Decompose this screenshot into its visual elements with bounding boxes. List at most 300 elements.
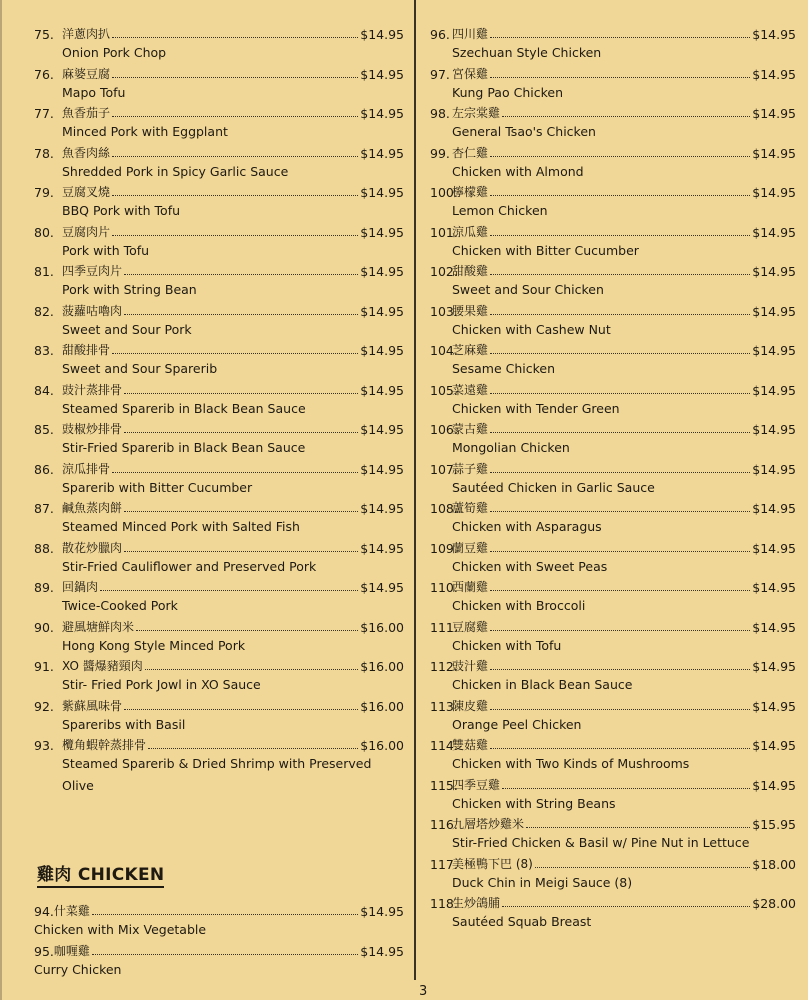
item-price: $14.95 — [360, 264, 404, 279]
item-english-name: General Tsao's Chicken — [452, 124, 596, 139]
menu-item-line — [430, 655, 796, 674]
item-price: $14.95 — [360, 382, 404, 398]
dotted-leader — [124, 709, 358, 710]
dotted-leader — [490, 748, 750, 749]
item-english-name: Chicken with Bitter Cucumber — [452, 242, 639, 258]
menu-item-line — [430, 339, 796, 358]
item-price: $14.95 — [752, 461, 796, 477]
menu-item — [34, 734, 404, 793]
item-number: 79. — [34, 185, 54, 200]
dotted-leader — [526, 827, 750, 828]
item-number: 114. — [430, 738, 458, 753]
item-chinese-name: 西蘭雞 — [452, 580, 489, 594]
item-english-name: Sparerib with Bitter Cucumber — [62, 479, 253, 495]
menu-item-line — [430, 181, 796, 200]
item-price: $14.95 — [752, 145, 796, 161]
item-chinese-name: 涼瓜排骨 — [62, 461, 111, 476]
item-number: 75. — [34, 27, 54, 42]
item-number: 90. — [34, 619, 54, 635]
dotted-leader — [112, 116, 358, 117]
menu-item-line — [34, 900, 404, 919]
item-number: 100. — [430, 185, 458, 200]
menu-item — [430, 458, 796, 498]
item-price: $16.00 — [360, 619, 404, 635]
item-chinese-name: 魚香茄子 — [62, 106, 111, 120]
menu-item — [430, 102, 796, 142]
item-chinese-name: 甜酸排骨 — [62, 343, 111, 357]
item-english-name: Mongolian Chicken — [452, 440, 570, 455]
item-chinese-name: 豆腐雞 — [452, 619, 489, 634]
menu-item-line — [430, 379, 796, 398]
menu-item-line — [34, 458, 404, 477]
item-price: $14.95 — [360, 422, 404, 437]
menu-item — [34, 576, 404, 616]
item-number: 113. — [430, 698, 458, 714]
menu-item-line — [34, 221, 404, 240]
menu-item-line — [430, 23, 796, 42]
menu-item — [34, 497, 404, 537]
item-price: $14.95 — [360, 343, 404, 358]
menu-item-line — [430, 260, 796, 279]
item-chinese-name: 豆腐叉燒 — [62, 185, 111, 199]
menu-item-line — [430, 734, 796, 753]
item-english-name: Stir-Fried Chicken & Basil w/ Pine Nut in Lettuce — [452, 835, 750, 850]
item-chinese-name: 美極鴨下巴 (8) — [452, 856, 533, 871]
page-number: 3 — [419, 984, 428, 999]
item-chinese-name: 豉汁蒸排骨 — [62, 382, 123, 397]
menu-item — [34, 695, 404, 735]
item-price: $14.95 — [752, 303, 796, 319]
menu-column-right — [430, 23, 796, 932]
dotted-leader — [490, 669, 750, 670]
item-english-name: Minced Pork with Eggplant — [62, 124, 228, 139]
item-chinese-name: 避風塘鮮肉米 — [62, 619, 135, 634]
menu-item — [34, 379, 404, 419]
item-price: $14.95 — [752, 501, 796, 516]
dotted-leader — [92, 954, 358, 955]
item-number: 118. — [430, 896, 458, 911]
item-chinese-name: 甜酸雞 — [452, 264, 489, 278]
item-number: 91. — [34, 659, 54, 674]
item-number: 77. — [34, 106, 54, 121]
menu-item-line — [34, 260, 404, 279]
item-chinese-name: 回鍋肉 — [62, 580, 99, 594]
menu-item-line — [34, 734, 404, 753]
item-chinese-name: 生炒鴿脯 — [452, 896, 501, 910]
item-number: 95. — [34, 943, 54, 959]
item-english-name: Stir-Fried Sparerib in Black Bean Sauce — [62, 440, 306, 455]
item-english-name: Steamed Sparerib in Black Bean Sauce — [62, 400, 306, 416]
dotted-leader — [148, 748, 358, 749]
item-english-name: Pork with Tofu — [62, 242, 150, 258]
menu-item-line — [430, 458, 796, 477]
item-number: 89. — [34, 580, 54, 595]
page-edge — [0, 0, 2, 1000]
item-number: 109. — [430, 540, 458, 556]
dotted-leader — [92, 914, 358, 915]
item-price: $14.95 — [752, 619, 796, 635]
menu-item-line — [34, 142, 404, 161]
dotted-leader — [502, 116, 750, 117]
menu-item — [430, 63, 796, 103]
menu-item-line — [34, 102, 404, 121]
item-chinese-name: 鹹魚蒸肉餅 — [62, 501, 123, 515]
item-number: 116. — [430, 817, 458, 832]
item-number: 86. — [34, 461, 54, 477]
item-number: 78. — [34, 145, 54, 161]
item-english-name: Chicken with Cashew Nut — [452, 321, 611, 337]
dotted-leader — [490, 472, 750, 473]
dotted-leader — [112, 353, 358, 354]
menu-item — [34, 181, 404, 221]
item-english-name: Sweet and Sour Chicken — [452, 282, 604, 297]
item-english-name: Sesame Chicken — [452, 361, 556, 376]
item-english-name: Sautéed Squab Breast — [452, 914, 592, 929]
item-english-name: Lemon Chicken — [452, 203, 548, 218]
menu-item — [430, 142, 796, 182]
dotted-leader — [490, 195, 750, 196]
menu-item-line — [34, 181, 404, 200]
dotted-leader — [100, 590, 358, 591]
menu-item — [34, 23, 404, 63]
item-english-name: Stir-Fried Cauliflower and Preserved Pork — [62, 558, 317, 574]
item-price: $14.95 — [360, 580, 404, 595]
item-price: $14.95 — [360, 185, 404, 200]
menu-item — [430, 576, 796, 616]
menu-item — [430, 300, 796, 340]
item-number: 82. — [34, 303, 54, 319]
menu-item-line — [34, 655, 404, 674]
item-number: 103. — [430, 303, 458, 319]
menu-item — [34, 260, 404, 300]
section-heading-chicken: 雞肉 CHICKEN — [37, 860, 164, 888]
item-price: $14.95 — [752, 343, 796, 358]
item-chinese-name: 豉椒炒排骨 — [62, 422, 123, 436]
item-chinese-name: 蘭豆雞 — [452, 540, 489, 555]
menu-item — [430, 23, 796, 63]
item-number: 107. — [430, 461, 458, 477]
menu-item — [34, 300, 404, 340]
menu-item-line — [34, 300, 404, 319]
item-price: $14.95 — [752, 698, 796, 714]
item-number: 93. — [34, 738, 54, 753]
menu-item — [34, 63, 404, 103]
dotted-leader — [490, 77, 750, 78]
item-chinese-name: 散花炒臘肉 — [62, 540, 123, 555]
menu-item — [430, 774, 796, 814]
item-price: $28.00 — [752, 896, 796, 911]
item-number: 92. — [34, 698, 54, 714]
dotted-leader — [490, 630, 750, 631]
menu-column-left-chicken — [34, 900, 404, 979]
item-english-name: Mapo Tofu — [62, 84, 126, 100]
menu-item — [34, 616, 404, 656]
menu-item-line — [34, 418, 404, 437]
dotted-leader — [124, 551, 358, 552]
item-chinese-name: 豆腐肉片 — [62, 224, 111, 239]
dotted-leader — [490, 314, 750, 315]
item-english-name: Shredded Pork in Spicy Garlic Sauce — [62, 163, 289, 179]
dotted-leader — [490, 709, 750, 710]
item-number: 76. — [34, 66, 54, 82]
item-english-name: Hong Kong Style Minced Pork — [62, 637, 246, 653]
item-number: 102. — [430, 264, 458, 279]
item-chinese-name: XO 醬爆豬頸肉 — [62, 659, 143, 673]
item-number: 94. — [34, 904, 54, 919]
item-price: $14.95 — [752, 224, 796, 240]
menu-item-line — [430, 63, 796, 82]
menu-item — [34, 655, 404, 695]
menu-item — [430, 418, 796, 458]
item-english-name: Chicken with Asparagus — [452, 519, 602, 534]
dotted-leader — [112, 37, 358, 38]
item-chinese-name: 紫蘇風味骨 — [62, 698, 123, 713]
menu-item — [34, 900, 404, 940]
item-chinese-name: 蒜子雞 — [452, 461, 489, 476]
menu-item-line — [34, 63, 404, 82]
item-number: 85. — [34, 422, 54, 437]
item-number: 108. — [430, 501, 458, 516]
item-number: 115. — [430, 777, 458, 793]
item-chinese-name: 九層塔炒雞米 — [452, 817, 525, 831]
dotted-leader — [502, 906, 750, 907]
menu-item-line — [34, 339, 404, 358]
menu-item — [430, 734, 796, 774]
menu-item — [34, 142, 404, 182]
menu-item-line — [430, 300, 796, 319]
menu-item-line — [430, 576, 796, 595]
menu-item — [34, 458, 404, 498]
item-number: 97. — [430, 66, 450, 82]
item-price: $16.00 — [360, 659, 404, 674]
item-price: $14.95 — [360, 303, 404, 319]
dotted-leader — [145, 669, 359, 670]
item-english-name: Chicken with String Beans — [452, 795, 616, 811]
item-english-name: Chicken with Broccoli — [452, 598, 586, 613]
item-chinese-name: 陳皮雞 — [452, 698, 489, 713]
item-english-name: Chicken with Tofu — [452, 637, 562, 653]
item-price: $14.95 — [360, 66, 404, 82]
item-chinese-name: 杏仁雞 — [452, 145, 489, 160]
dotted-leader — [124, 314, 358, 315]
menu-item-line — [430, 537, 796, 556]
menu-item-line — [34, 940, 404, 959]
item-english-name: Sweet and Sour Sparerib — [62, 361, 218, 376]
menu-item — [430, 339, 796, 379]
item-price: $14.95 — [752, 659, 796, 674]
menu-item-line — [430, 221, 796, 240]
item-number: 83. — [34, 343, 54, 358]
dotted-leader — [490, 393, 750, 394]
item-price: $14.95 — [752, 185, 796, 200]
dotted-leader — [112, 472, 358, 473]
item-chinese-name: 咖喱雞 — [53, 943, 90, 958]
item-chinese-name: 雙菇雞 — [452, 738, 489, 752]
item-price: $14.95 — [752, 422, 796, 437]
column-divider — [414, 0, 416, 980]
dotted-leader — [112, 235, 358, 236]
menu-item-line — [430, 892, 796, 911]
item-price: $18.00 — [752, 856, 796, 872]
item-price: $14.95 — [752, 106, 796, 121]
menu-item — [430, 655, 796, 695]
item-price: $14.95 — [752, 777, 796, 793]
item-price: $14.95 — [752, 66, 796, 82]
item-english-name: Onion Pork Chop — [62, 45, 167, 60]
item-price: $14.95 — [752, 540, 796, 556]
dotted-leader — [124, 274, 358, 275]
item-chinese-name: 洋蔥肉扒 — [62, 27, 111, 41]
dotted-leader — [502, 788, 750, 789]
menu-item-line — [430, 497, 796, 516]
item-number: 110. — [430, 580, 458, 595]
menu-item — [34, 418, 404, 458]
item-chinese-name: 腰果雞 — [452, 303, 489, 318]
item-english-name: Pork with String Bean — [62, 282, 197, 297]
item-number: 96. — [430, 27, 450, 42]
menu-item-line — [34, 497, 404, 516]
item-price: $14.95 — [360, 27, 404, 42]
item-english-name: Chicken with Mix Vegetable — [34, 922, 207, 937]
dotted-leader — [112, 195, 358, 196]
menu-item — [430, 695, 796, 735]
item-price: $14.95 — [360, 943, 404, 959]
item-chinese-name: 蒙古雞 — [452, 422, 489, 436]
dotted-leader — [112, 156, 358, 157]
dotted-leader — [112, 77, 358, 78]
menu-item — [430, 379, 796, 419]
item-english-name: Chicken with Tender Green — [452, 400, 620, 416]
dotted-leader — [124, 432, 358, 433]
menu-item — [430, 537, 796, 577]
item-english-name: Curry Chicken — [34, 961, 122, 977]
dotted-leader — [490, 274, 750, 275]
item-number: 84. — [34, 382, 54, 398]
menu-item-line — [430, 853, 796, 872]
menu-item-line — [34, 379, 404, 398]
menu-item-line — [430, 418, 796, 437]
item-english-name: Chicken with Almond — [452, 163, 584, 179]
menu-item — [430, 616, 796, 656]
item-price: $14.95 — [360, 904, 404, 919]
item-number: 87. — [34, 501, 54, 516]
menu-item-line — [34, 537, 404, 556]
item-english-name: Kung Pao Chicken — [452, 84, 563, 100]
item-chinese-name: 欖角蝦幹蒸排骨 — [62, 738, 147, 752]
item-chinese-name: 魚香肉絲 — [62, 145, 111, 160]
dotted-leader — [490, 156, 750, 157]
item-number: 112. — [430, 659, 458, 674]
item-chinese-name: 宮保雞 — [452, 66, 489, 81]
menu-item — [430, 813, 796, 853]
item-english-name: Steamed Minced Pork with Salted Fish — [62, 519, 300, 534]
menu-item — [34, 940, 404, 980]
item-english-name: Stir- Fried Pork Jowl in XO Sauce — [62, 677, 261, 692]
menu-item — [430, 892, 796, 932]
menu-item — [34, 537, 404, 577]
item-price: $14.95 — [360, 461, 404, 477]
menu-column-left — [34, 23, 404, 793]
item-price: $14.95 — [360, 145, 404, 161]
menu-item — [430, 853, 796, 893]
item-number: 80. — [34, 224, 54, 240]
item-number: 98. — [430, 106, 450, 121]
item-chinese-name: 菜遠雞 — [452, 382, 489, 397]
item-chinese-name: 檸檬雞 — [452, 185, 489, 199]
item-number: 99. — [430, 145, 450, 161]
item-chinese-name: 菠蘿咕嚕肉 — [62, 303, 123, 318]
item-english-name: Duck Chin in Meigi Sauce (8) — [452, 874, 633, 890]
menu-item-line — [430, 616, 796, 635]
item-english-name: BBQ Pork with Tofu — [62, 203, 181, 218]
menu-item-line — [34, 616, 404, 635]
menu-item-line — [34, 695, 404, 714]
menu-item-line — [34, 576, 404, 595]
menu-item — [430, 497, 796, 537]
item-number: 104. — [430, 343, 458, 358]
item-english-name: Twice-Cooked Pork — [62, 598, 178, 613]
item-price: $14.95 — [752, 264, 796, 279]
item-chinese-name: 四季豆肉片 — [62, 264, 123, 278]
item-english-name: Orange Peel Chicken — [452, 716, 582, 732]
item-english-name: Chicken with Sweet Peas — [452, 558, 608, 574]
item-price: $14.95 — [752, 738, 796, 753]
item-price: $14.95 — [360, 106, 404, 121]
item-english-name: Steamed Sparerib & Dried Shrimp with Preserved Olive — [62, 756, 372, 793]
dotted-leader — [490, 551, 750, 552]
item-price: $14.95 — [752, 382, 796, 398]
menu-item — [430, 181, 796, 221]
dotted-leader — [490, 432, 750, 433]
item-chinese-name: 什菜雞 — [53, 904, 90, 918]
menu-item-line — [430, 695, 796, 714]
menu-item-line — [430, 142, 796, 161]
item-english-name: Chicken with Two Kinds of Mushrooms — [452, 756, 690, 771]
item-price: $14.95 — [360, 540, 404, 556]
item-price: $14.95 — [360, 224, 404, 240]
menu-item — [34, 221, 404, 261]
item-price: $14.95 — [752, 27, 796, 42]
dotted-leader — [535, 867, 750, 868]
item-english-name: Chicken in Black Bean Sauce — [452, 677, 633, 692]
item-english-name: Spareribs with Basil — [62, 716, 186, 732]
menu-item — [34, 102, 404, 142]
item-chinese-name: 豉汁雞 — [452, 659, 489, 673]
item-price: $16.00 — [360, 738, 404, 753]
menu-item — [430, 221, 796, 261]
dotted-leader — [124, 511, 358, 512]
item-english-name: Sweet and Sour Pork — [62, 321, 192, 337]
item-number: 105. — [430, 382, 458, 398]
dotted-leader — [136, 630, 358, 631]
item-chinese-name: 四川雞 — [452, 27, 489, 41]
dotted-leader — [490, 235, 750, 236]
dotted-leader — [490, 511, 750, 512]
item-number: 111. — [430, 619, 458, 635]
dotted-leader — [490, 37, 750, 38]
item-chinese-name: 左宗棠雞 — [452, 106, 501, 120]
item-english-name: Szechuan Style Chicken — [452, 45, 602, 60]
item-number: 106. — [430, 422, 458, 437]
item-number: 81. — [34, 264, 54, 279]
item-price: $16.00 — [360, 698, 404, 714]
dotted-leader — [490, 353, 750, 354]
item-chinese-name: 蘆筍雞 — [452, 501, 489, 515]
item-price: $15.95 — [752, 817, 796, 832]
item-price: $14.95 — [360, 501, 404, 516]
dotted-leader — [490, 590, 750, 591]
menu-item — [430, 260, 796, 300]
